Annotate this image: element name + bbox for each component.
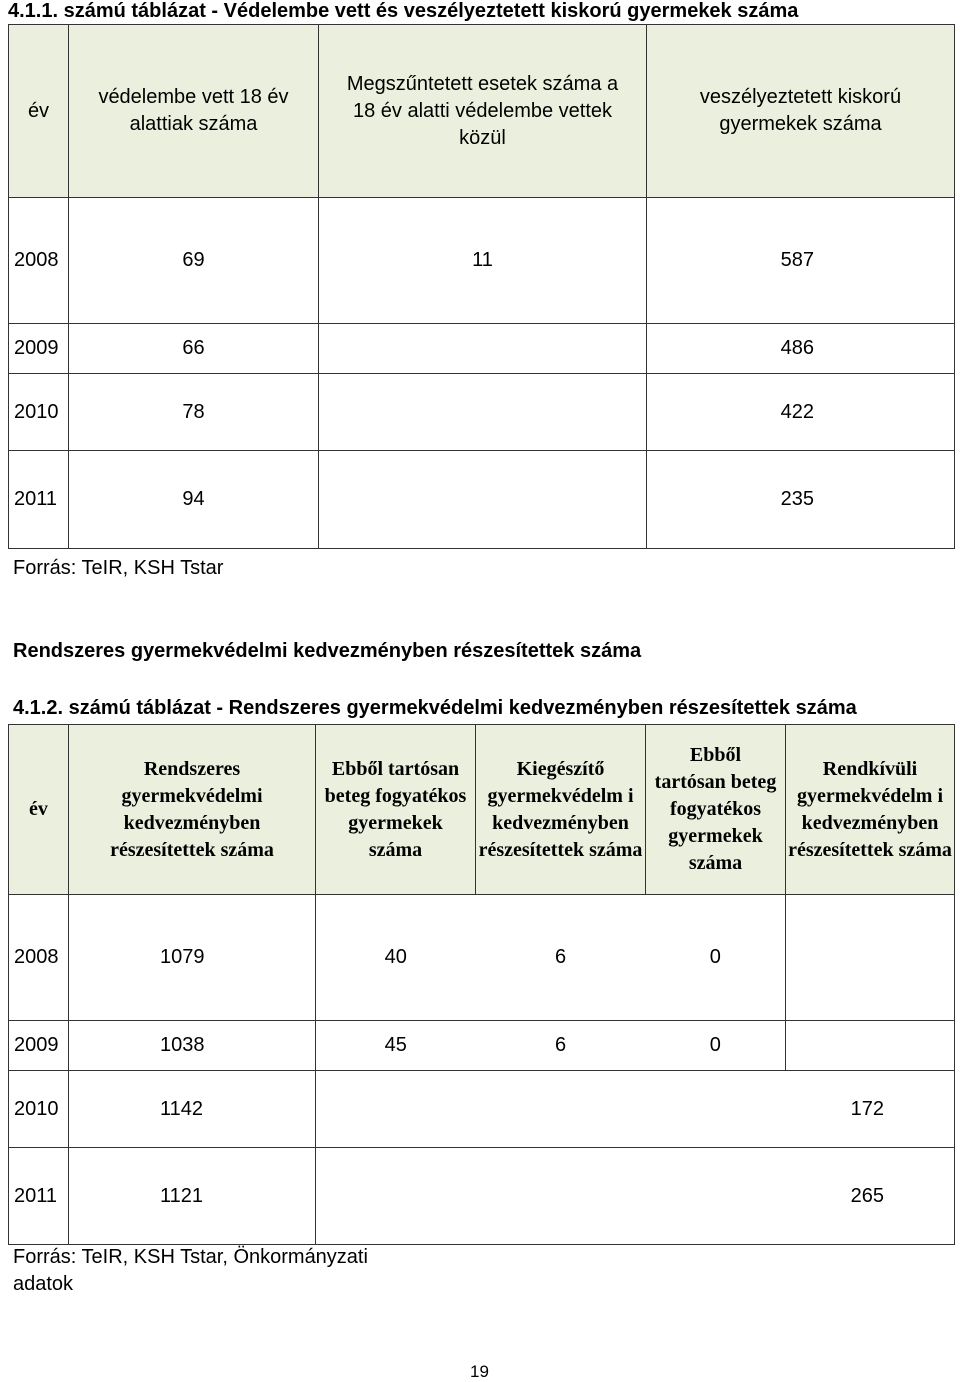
cell-regular: 1079: [69, 895, 316, 1021]
cell-year: 2008: [9, 895, 69, 1021]
table2-header-regular: Rendszeres gyermekvédelmi kedvezményben részesítettek száma: [69, 725, 316, 895]
table1: [8, 24, 955, 549]
table-row: [9, 1148, 955, 1245]
cell-supplementary: 6: [476, 1021, 646, 1071]
cell-regular-ill: [316, 1071, 476, 1148]
table2-caption: 4.1.2. számú táblázat - Rendszeres gyermekvédelmi kedvezményben részesítettek száma: [13, 697, 857, 719]
cell-regular-ill: [316, 1148, 476, 1245]
cell-year: 2009: [9, 324, 69, 374]
cell-protected: 69: [69, 198, 319, 324]
section-heading: Rendszeres gyermekvédelmi kedvezményben részesítettek száma: [13, 640, 642, 662]
cell-supplementary-ill: [646, 1148, 786, 1245]
cell-year: 2010: [9, 1071, 69, 1148]
cell-protected: 78: [69, 374, 319, 451]
cell-supplementary: [476, 1148, 646, 1245]
cell-year: 2011: [9, 1148, 69, 1245]
cell-supplementary: [476, 1071, 646, 1148]
table2-header-regular-ill: Ebből tartósan beteg fogyatékos gyermekek száma: [316, 725, 476, 895]
cell-supplementary-ill: 0: [646, 1021, 786, 1071]
table-row: [9, 895, 955, 1021]
cell-supplementary-ill: [646, 1071, 786, 1148]
table1-header-protected: védelembe vett 18 év alattiak száma: [69, 25, 319, 198]
cell-regular: 1038: [69, 1021, 316, 1071]
cell-year: 2010: [9, 374, 69, 451]
cell-regular-ill: 45: [316, 1021, 476, 1071]
table1-header-endangered: veszélyeztetett kiskorú gyermekek száma: [647, 25, 955, 198]
page-number: 19: [470, 1362, 489, 1381]
cell-endangered: 486: [647, 324, 955, 374]
cell-protected: 94: [69, 451, 319, 549]
table2-header-supplementary-ill: Ebből tartósan beteg fogyatékos gyermekek száma: [646, 725, 786, 895]
cell-supplementary-ill: 0: [646, 895, 786, 1021]
table-row: [9, 324, 955, 374]
table1-header-year: év: [9, 25, 69, 198]
table2-header-supplementary: Kiegészítő gyermekvédelm i kedvezményben részesítettek száma: [476, 725, 646, 895]
cell-year: 2011: [9, 451, 69, 549]
table1-header-row: [9, 25, 955, 198]
table1-caption: 4.1.1. számú táblázat - Védelembe vett és veszélyeztetett kiskorú gyermekek száma: [8, 0, 799, 22]
table-row: [9, 1021, 955, 1071]
table-row: [9, 451, 955, 549]
table-row: [9, 198, 955, 324]
table2-source-line1: Forrás: TeIR, KSH Tstar, Önkormányzati: [13, 1246, 368, 1268]
cell-year: 2008: [9, 198, 69, 324]
cell-regular: 1142: [69, 1071, 316, 1148]
table1-source: Forrás: TeIR, KSH Tstar: [13, 557, 224, 579]
table2-header-row: [9, 725, 955, 895]
table2: [8, 724, 955, 1245]
cell-extraordinary: [786, 1021, 955, 1071]
table1-header-terminated: Megszűntetett esetek száma a 18 év alatti védelembe vettek közül: [319, 25, 647, 198]
cell-extraordinary: 265: [786, 1148, 955, 1245]
cell-regular: 1121: [69, 1148, 316, 1245]
table2-source-line2: adatok: [13, 1273, 74, 1295]
cell-endangered: 235: [647, 451, 955, 549]
table-row: [9, 1071, 955, 1148]
cell-year: 2009: [9, 1021, 69, 1071]
cell-terminated: [319, 324, 647, 374]
cell-supplementary: 6: [476, 895, 646, 1021]
table-row: [9, 374, 955, 451]
cell-terminated: [319, 451, 647, 549]
cell-extraordinary: [786, 895, 955, 1021]
table2-header-year: év: [9, 725, 69, 895]
cell-protected: 66: [69, 324, 319, 374]
cell-terminated: [319, 374, 647, 451]
cell-endangered: 422: [647, 374, 955, 451]
cell-regular-ill: 40: [316, 895, 476, 1021]
cell-extraordinary: 172: [786, 1071, 955, 1148]
cell-endangered: 587: [647, 198, 955, 324]
table2-header-extraordinary: Rendkívüli gyermekvédelm i kedvezményben részesítettek száma: [786, 725, 955, 895]
cell-terminated: 11: [319, 198, 647, 324]
